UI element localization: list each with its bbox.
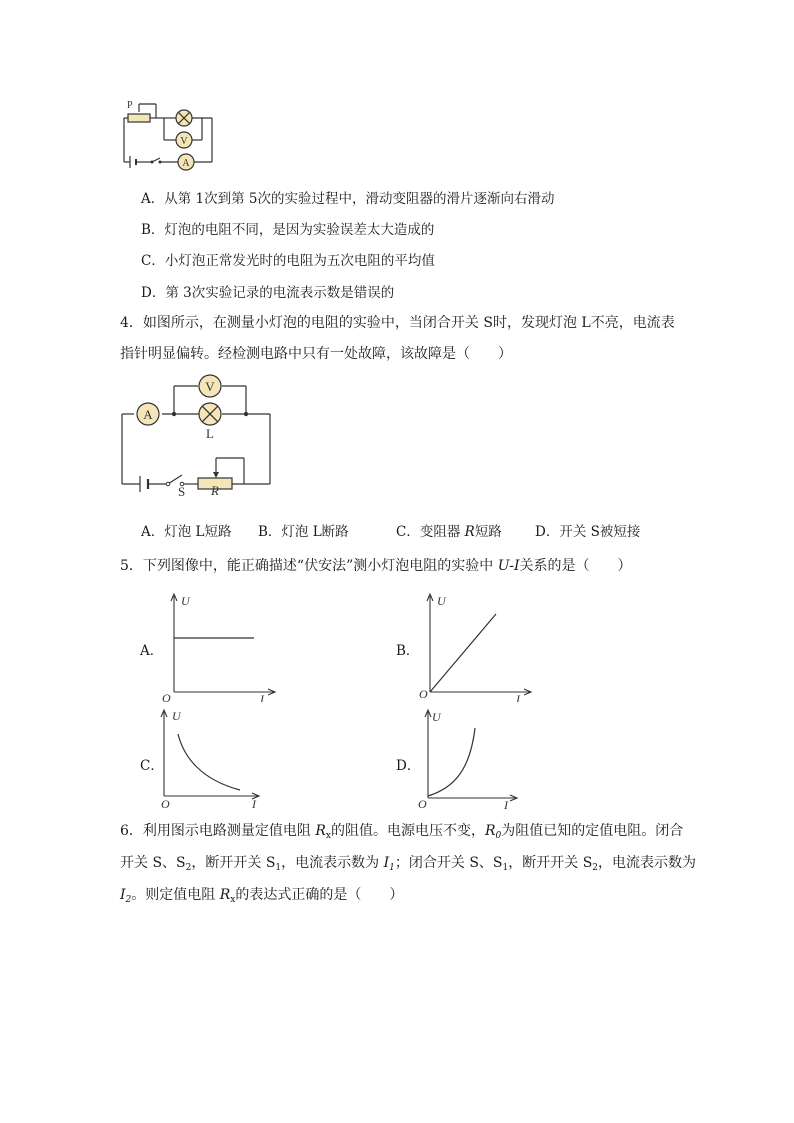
q4-switch-label: S — [178, 484, 186, 496]
axis-y-label: U — [172, 709, 181, 723]
q6-i2: I — [120, 887, 126, 903]
axis-x-label: I — [252, 797, 256, 810]
q6-s2-sub-b: 2 — [592, 863, 599, 873]
option-letter: D． — [141, 285, 166, 301]
q4-stem-line1 — [120, 312, 675, 332]
q6-t9: ，电流表示数为 — [598, 855, 697, 871]
option-text: 开关 S被短接 — [559, 524, 641, 540]
option-letter: B． — [258, 524, 282, 540]
q6-stem-line3 — [120, 884, 403, 905]
q6-s1-sub: 1 — [275, 863, 282, 873]
q6-rx-sub-b: x — [230, 895, 236, 905]
option-text: 第 3次实验记录的电流表示数是错误的 — [165, 285, 395, 301]
axis-origin-label: O — [419, 687, 428, 701]
axis-x-label: I — [504, 798, 508, 810]
option-text: 灯泡的电阻不同，是因为实验误差太大造成的 — [164, 222, 435, 238]
q4-option-c[interactable] — [396, 520, 502, 540]
q4-lamp-label: L — [206, 426, 214, 441]
q4-ammeter-label: A — [143, 407, 153, 422]
q3-voltmeter-label: V — [180, 136, 188, 147]
option-letter: C． — [140, 758, 164, 774]
q6-i1: I — [383, 855, 390, 871]
q5-number: 5． — [120, 558, 143, 574]
q6-s1-sub-b: 1 — [502, 863, 509, 873]
q3-slider-label: P — [127, 100, 133, 111]
q6-i1-sub: 1 — [389, 863, 395, 873]
option-letter: C． — [396, 524, 420, 540]
option-letter: A． — [141, 524, 165, 540]
q6-r0-sub: 0 — [495, 831, 502, 841]
q6-t6: ，电流表示数为 — [281, 855, 384, 871]
option-letter: C． — [141, 253, 165, 269]
q6-stem-line2 — [120, 852, 696, 873]
q6-s2-sub: 2 — [185, 863, 192, 873]
q5-var: U-I — [497, 558, 520, 574]
q6-t7: ；闭合开关 S、S — [394, 855, 503, 871]
q5-d-curve — [428, 728, 475, 796]
q5-stem — [120, 555, 632, 575]
axis-origin-label: O — [418, 797, 427, 810]
q6-number: 6． — [120, 823, 143, 839]
q4-option-a[interactable] — [141, 520, 232, 540]
q4-voltmeter-label: V — [205, 379, 215, 394]
q5-b-curve — [430, 614, 496, 692]
q4-number: 4． — [120, 315, 143, 331]
axis-y-label: U — [437, 594, 446, 608]
q6-t8: ，断开开关 S — [508, 855, 593, 871]
q4-stem-line2: 指针明显偏转。经检测电路中只有一处故障，该故障是（ ） — [120, 346, 512, 362]
option-text: 灯泡 L断路 — [281, 524, 349, 540]
axis-x-label: I — [516, 692, 520, 702]
q6-i2-sub: 2 — [125, 895, 132, 905]
option-text: 小灯泡正常发光时的电阻为五次电阻的平均值 — [164, 253, 435, 269]
q3-circuit-diagram — [116, 98, 226, 174]
q5-graph-d — [418, 708, 536, 810]
q4-battery-icon — [140, 476, 148, 492]
q3-ammeter-label: A — [182, 158, 190, 169]
q6-t4: 开关 S、S — [120, 855, 186, 871]
q6-t2: 的阻值。电源电压不变， — [331, 823, 485, 839]
q5-option-b[interactable] — [396, 592, 536, 702]
q6-rx-b: R — [219, 887, 231, 903]
option-var: R — [464, 524, 475, 540]
option-letter: B． — [141, 222, 165, 238]
q5-c-curve — [178, 734, 240, 790]
option-letter: D． — [535, 524, 560, 540]
q4-option-b[interactable] — [258, 520, 349, 540]
q3-option-d[interactable] — [141, 281, 394, 301]
q3-option-c[interactable] — [141, 249, 435, 269]
q6-t11: 的表达式正确的是（ ） — [235, 887, 404, 903]
q5-graph-c — [154, 708, 272, 810]
axis-y-label: U — [432, 710, 441, 724]
option-text: 灯泡 L短路 — [164, 524, 232, 540]
axis-x-label: I — [260, 692, 264, 702]
option-text: 从第 1次到第 5次的实验过程中，滑动变阻器的滑片逐渐向右滑动 — [164, 191, 555, 207]
q5-text-b: 关系的是（ ） — [519, 558, 632, 574]
q6-rx-sub: x — [325, 831, 331, 841]
option-letter: B． — [396, 643, 420, 659]
q4-circuit-diagram — [118, 372, 278, 496]
axis-origin-label: O — [162, 691, 171, 702]
q3-option-b[interactable] — [141, 218, 434, 238]
q5-option-a[interactable] — [140, 592, 280, 702]
q6-r0: R — [485, 823, 496, 839]
q6-t10: 。则定值电阻 — [131, 887, 220, 903]
q4-lamp-icon — [199, 403, 221, 425]
q3-lamp-icon — [176, 110, 192, 126]
q5-graph-b — [418, 592, 536, 702]
q4-option-d[interactable] — [535, 520, 640, 540]
option-text-a: 变阻器 — [419, 524, 465, 540]
axis-origin-label: O — [161, 797, 170, 810]
q3-option-a[interactable] — [141, 187, 555, 207]
q5-text-a: 下列图像中，能正确描述“伏安法”测小灯泡电阻的实验中 — [142, 558, 498, 574]
q6-rx: R — [315, 823, 326, 839]
q5-option-c[interactable] — [140, 708, 280, 810]
option-letter: A． — [140, 643, 164, 659]
q4-rheostat-label: R — [211, 483, 219, 496]
q4-text-1: 如图所示，在测量小灯泡的电阻的实验中，当闭合开关 S时，发现灯泡 L不亮，电流表 — [142, 315, 675, 331]
option-letter: D． — [396, 758, 421, 774]
option-text-b: 短路 — [474, 524, 502, 540]
q6-t5: ，断开开关 S — [191, 855, 276, 871]
option-letter: A． — [141, 191, 165, 207]
q6-t3: 为阻值已知的定值电阻。闭合 — [501, 823, 684, 839]
q6-stem-line1 — [120, 820, 683, 841]
q5-option-d[interactable] — [396, 708, 536, 810]
axis-y-label: U — [181, 594, 190, 608]
q6-t1: 利用图示电路测量定值电阻 — [142, 823, 316, 839]
q5-graph-a — [162, 592, 280, 702]
